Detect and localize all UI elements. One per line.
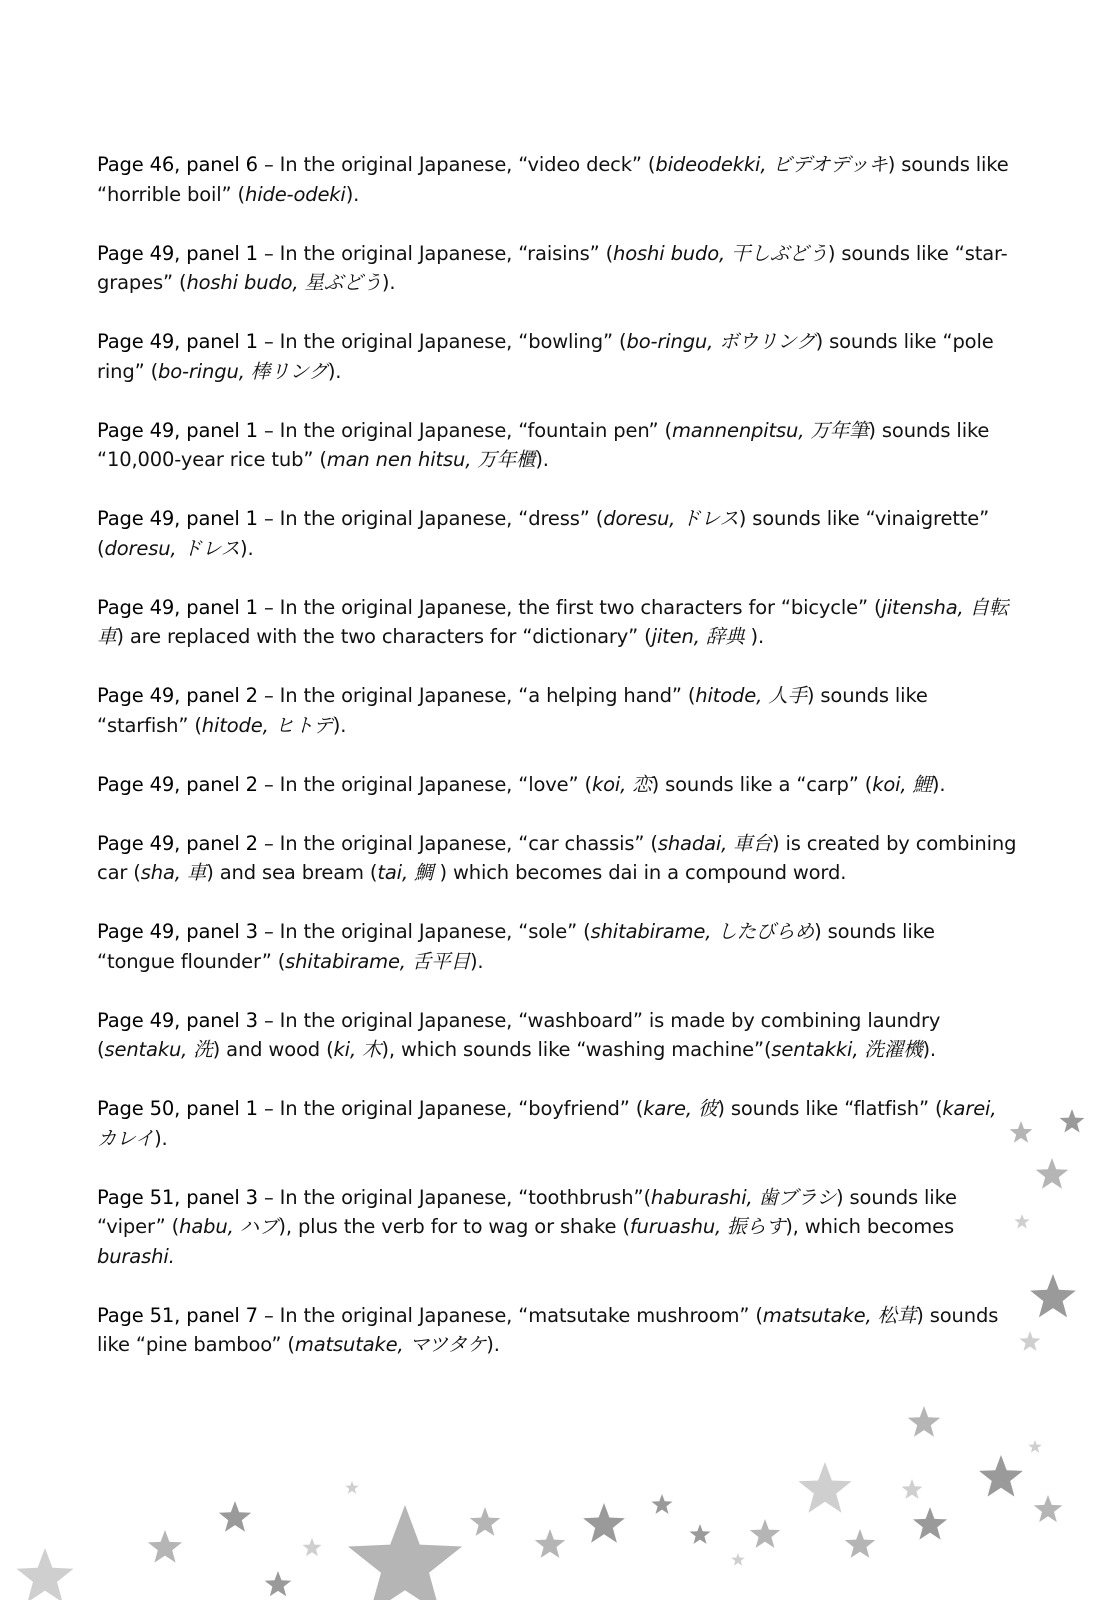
note-text: ). bbox=[931, 772, 946, 796]
note-text: – In the original Japanese, “video deck” ( bbox=[257, 153, 656, 176]
star-icon bbox=[913, 1507, 947, 1540]
note-text: – In the original Japanese, “love” ( bbox=[257, 772, 592, 796]
translation-note bbox=[97, 681, 1017, 740]
note-page-reference: Page 50, panel 1 bbox=[97, 1097, 258, 1120]
star-icon bbox=[535, 1529, 565, 1558]
note-romaji-term: man nen hitsu, 万年櫃 bbox=[326, 448, 536, 471]
note-text: ). bbox=[535, 448, 549, 471]
note-text: – In the original Japanese, “dress” ( bbox=[257, 507, 604, 530]
note-text: ) sounds like “flatfish” ( bbox=[717, 1097, 943, 1120]
note-romaji-term: karei, カレイ bbox=[97, 1097, 997, 1150]
note-romaji-term: doresu, ドレス bbox=[104, 536, 240, 560]
note-text: – In the original Japanese, “boyfriend” ( bbox=[257, 1097, 644, 1120]
star-icon bbox=[348, 1505, 462, 1600]
note-romaji-term: sentakki, 洗濯機 bbox=[771, 1038, 923, 1061]
note-text: – In the original Japanese, “matsutake mushroom” ( bbox=[257, 1303, 763, 1327]
note-page-reference: Page 49, panel 1 bbox=[97, 595, 258, 619]
star-icon bbox=[265, 1571, 292, 1596]
note-text: – In the original Japanese, “sole” ( bbox=[257, 920, 591, 943]
star-icon bbox=[1028, 1440, 1041, 1453]
star-icon bbox=[17, 1548, 74, 1600]
note-romaji-term: mannenpitsu, 万年筆 bbox=[671, 418, 869, 442]
note-text: ). bbox=[469, 949, 484, 973]
note-text: ). bbox=[345, 182, 360, 206]
note-text: ) and sea bream ( bbox=[206, 861, 378, 884]
star-icon bbox=[345, 1481, 358, 1494]
note-page-reference: Page 49, panel 1 bbox=[97, 418, 258, 442]
note-text: ) sounds like “10,000-year rice tub” ( bbox=[97, 418, 990, 471]
note-romaji-term: haburashi, 歯ブラシ bbox=[650, 1185, 837, 1209]
translation-note bbox=[97, 1006, 1017, 1065]
star-icon bbox=[845, 1529, 875, 1558]
note-text: ) sounds like “horrible boil” ( bbox=[97, 153, 1009, 206]
note-romaji-term: tai, 鯛 bbox=[377, 861, 434, 884]
note-romaji-term: jiten, 辞典 bbox=[651, 625, 745, 648]
note-text: ) sounds like “viper” ( bbox=[97, 1185, 957, 1238]
star-icon bbox=[652, 1494, 673, 1514]
translation-note bbox=[97, 416, 1017, 475]
translation-note bbox=[97, 770, 1017, 800]
note-text: – In the original Japanese, “toothbrush”( bbox=[257, 1185, 651, 1209]
note-text: ) sounds like “vinaigrette” ( bbox=[97, 507, 990, 560]
note-text: ) sounds like “tongue flounder” ( bbox=[97, 920, 935, 973]
note-page-reference: Page 49, panel 3 bbox=[97, 920, 258, 943]
translation-note bbox=[97, 593, 1017, 652]
note-text: ) sounds like “star-grapes” ( bbox=[97, 241, 1008, 294]
translation-note bbox=[97, 1183, 1017, 1272]
translation-note bbox=[97, 1301, 1017, 1360]
note-romaji-term: hoshi budo, 干しぶどう bbox=[613, 241, 828, 265]
star-icon bbox=[148, 1530, 182, 1563]
star-icon bbox=[583, 1503, 625, 1543]
note-text: ). bbox=[744, 625, 765, 648]
note-text: – In the original Japanese, “raisins” ( bbox=[257, 241, 614, 265]
note-text: ) sounds like “pine bamboo” ( bbox=[97, 1303, 999, 1356]
note-romaji-term: matsutake, マツタケ bbox=[294, 1333, 487, 1356]
star-icon bbox=[219, 1501, 251, 1532]
note-text: ) and wood ( bbox=[212, 1038, 334, 1061]
note-romaji-term: sentaku, 洗 bbox=[104, 1038, 213, 1061]
note-romaji-term: matsutake, 松茸 bbox=[762, 1303, 917, 1327]
note-romaji-term: hoshi budo, 星ぶどう bbox=[186, 271, 382, 294]
note-romaji-term: bideodekki, ビデオデッキ bbox=[655, 153, 888, 176]
note-romaji-term: sha, 車 bbox=[140, 861, 207, 884]
note-romaji-term: habu, ハブ bbox=[179, 1215, 279, 1238]
star-icon bbox=[798, 1462, 851, 1513]
translation-note bbox=[97, 327, 1017, 386]
note-page-reference: Page 51, panel 3 bbox=[97, 1185, 258, 1209]
star-icon bbox=[470, 1507, 500, 1536]
note-text: ), which sounds like “washing machine”( bbox=[381, 1038, 772, 1061]
note-text: ) sounds like a “carp” ( bbox=[651, 772, 873, 796]
note-text: ), which becomes bbox=[785, 1215, 954, 1238]
translation-note bbox=[97, 239, 1017, 298]
note-romaji-term: furuashu, 振らす bbox=[629, 1215, 786, 1238]
star-icon bbox=[303, 1538, 322, 1556]
note-page-reference: Page 49, panel 3 bbox=[97, 1008, 258, 1032]
note-page-reference: Page 51, panel 7 bbox=[97, 1303, 258, 1327]
star-icon bbox=[1020, 1331, 1041, 1351]
note-page-reference: Page 49, panel 2 bbox=[97, 684, 258, 707]
note-text: ) sounds like “pole ring” ( bbox=[97, 330, 994, 383]
note-romaji-term: ki, 木 bbox=[333, 1038, 382, 1061]
translation-note bbox=[97, 1094, 1017, 1153]
note-romaji-term: hide-odeki bbox=[245, 182, 346, 206]
note-romaji-term: doresu, ドレス bbox=[603, 507, 739, 530]
note-romaji-term: shitabirame, 舌平目 bbox=[285, 949, 470, 973]
note-text: ). bbox=[239, 536, 254, 560]
translation-note bbox=[97, 829, 1017, 888]
translation-note bbox=[97, 504, 1017, 563]
note-romaji-term: jitensha, 自転車 bbox=[97, 595, 1009, 648]
note-text: ). bbox=[922, 1038, 936, 1061]
note-romaji-term: shitabirame, したびらめ bbox=[590, 920, 815, 943]
star-icon bbox=[1034, 1495, 1063, 1522]
note-text: ). bbox=[332, 713, 347, 737]
note-text: ) is created by combining car ( bbox=[97, 831, 1017, 884]
note-text: ) sounds like “starfish” ( bbox=[97, 684, 928, 737]
note-romaji-term: shadai, 車台 bbox=[657, 831, 772, 855]
star-icon bbox=[690, 1524, 711, 1544]
star-icon bbox=[731, 1553, 744, 1566]
note-text: ). bbox=[486, 1333, 500, 1356]
note-romaji-term: koi, 恋 bbox=[591, 772, 652, 796]
star-icon bbox=[908, 1406, 940, 1437]
note-romaji-term: koi, 鯉 bbox=[872, 772, 932, 796]
note-page-reference: Page 49, panel 2 bbox=[97, 772, 258, 796]
translation-note bbox=[97, 917, 1017, 976]
note-page-reference: Page 49, panel 1 bbox=[97, 241, 258, 265]
note-text: – In the original Japanese, “car chassis” ( bbox=[257, 831, 658, 855]
note-romaji-term: burashi. bbox=[97, 1244, 175, 1268]
note-text: ). bbox=[327, 359, 342, 383]
note-text: – In the original Japanese, “fountain pen” ( bbox=[257, 418, 672, 442]
star-icon bbox=[750, 1519, 780, 1548]
note-text: – In the original Japanese, “a helping hand” ( bbox=[257, 684, 696, 707]
note-page-reference: Page 49, panel 2 bbox=[97, 831, 258, 855]
note-romaji-term: kare, 彼 bbox=[643, 1097, 718, 1120]
star-icon bbox=[1060, 1109, 1085, 1133]
translation-notes bbox=[97, 150, 1017, 1389]
note-text: – In the original Japanese, “washboard” is made by combining laundry ( bbox=[97, 1008, 941, 1061]
note-romaji-term: hitode, ヒトデ bbox=[201, 713, 333, 737]
note-romaji-term: bo-ringu, 棒リング bbox=[158, 359, 328, 383]
star-icon bbox=[979, 1455, 1023, 1497]
note-text: ). bbox=[154, 1126, 168, 1150]
note-text: ), plus the verb for to wag or shake ( bbox=[278, 1215, 630, 1238]
note-text: ). bbox=[381, 271, 396, 294]
note-text: ) which becomes dai in a compound word. bbox=[433, 861, 847, 884]
note-page-reference: Page 46, panel 6 bbox=[97, 153, 258, 176]
star-icon bbox=[902, 1479, 923, 1499]
note-text: – In the original Japanese, “bowling” ( bbox=[257, 330, 627, 353]
note-page-reference: Page 49, panel 1 bbox=[97, 330, 258, 353]
note-romaji-term: hitode, 人手 bbox=[695, 684, 807, 707]
note-page-reference: Page 49, panel 1 bbox=[97, 507, 258, 530]
note-text: – In the original Japanese, the first two characters for “bicycle” ( bbox=[257, 595, 882, 619]
note-text: ) are replaced with the two characters for “dictionary” ( bbox=[116, 625, 652, 648]
note-romaji-term: bo-ringu, ボウリング bbox=[626, 330, 816, 353]
star-icon bbox=[1030, 1274, 1076, 1317]
star-icon bbox=[1036, 1158, 1068, 1189]
translation-note bbox=[97, 150, 1017, 209]
